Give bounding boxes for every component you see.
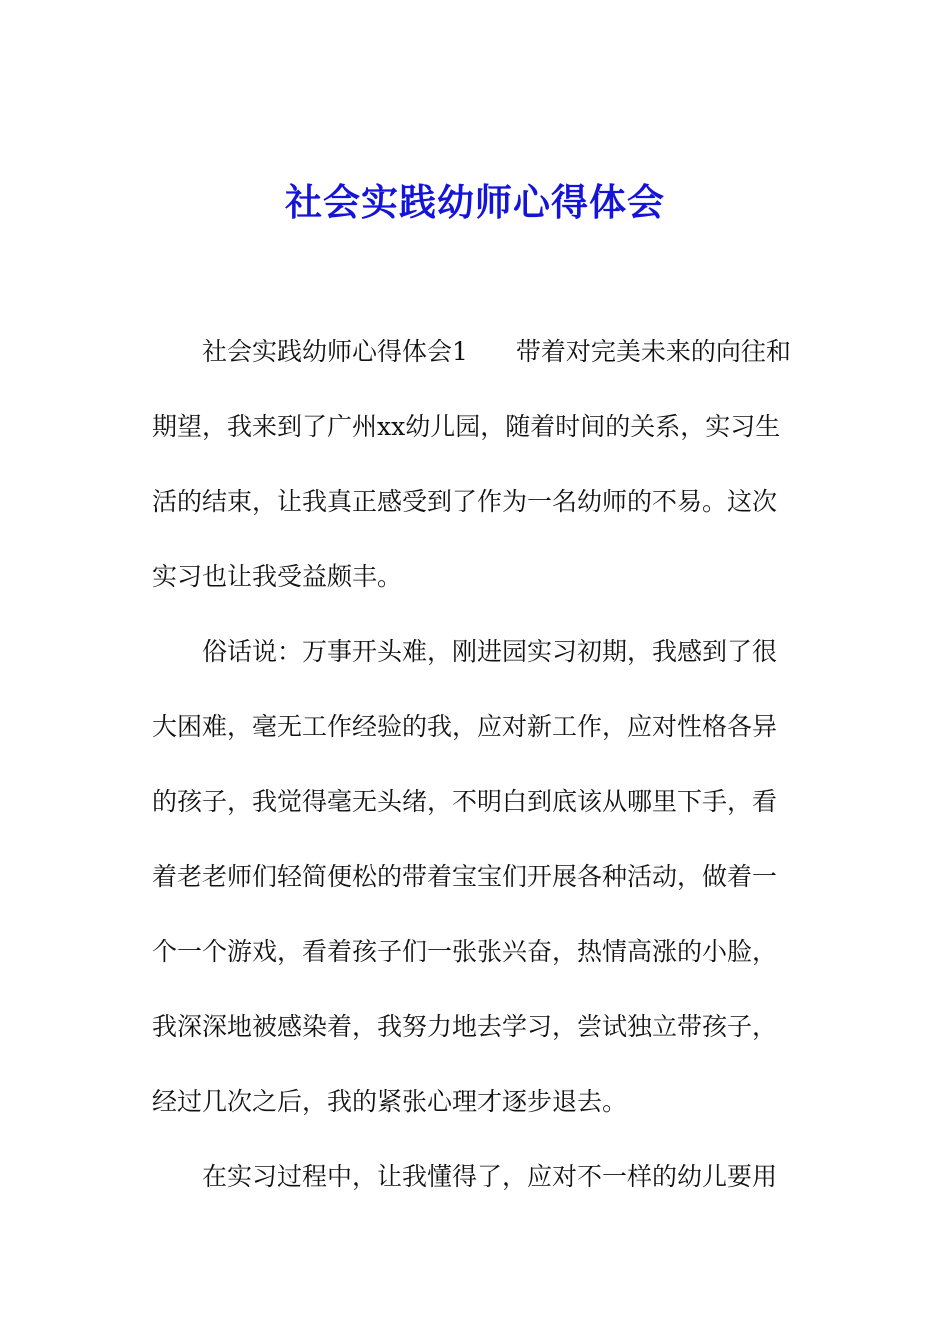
- document-title: 社会实践幼师心得体会: [285, 180, 665, 224]
- paragraph-1-line-4: 实习也让我受益颇丰。: [152, 562, 403, 591]
- paragraph-1-heading: 社会实践幼师心得体会1: [202, 337, 468, 366]
- paragraph-2-line-7: 经过几次之后，我的紧张心理才逐步退去。: [152, 1087, 628, 1116]
- paragraph-2-line-4: 着老老师们轻简便松的带着宝宝们开展各种活动，做着一: [152, 862, 778, 891]
- paragraph-1-line-3: 活的结束，让我真正感受到了作为一名幼师的不易。这次: [152, 487, 778, 516]
- paragraph-2-line-6: 我深深地被感染着，我努力地去学习，尝试独立带孩子，: [152, 1012, 778, 1041]
- paragraph-1-line-1: [152, 314, 812, 389]
- document-body: [152, 314, 812, 1214]
- paragraph-2-line-1: 俗话说：万事开头难，刚进园实习初期，我感到了很: [202, 637, 778, 666]
- paragraph-2-line-5: 个一个游戏，看着孩子们一张张兴奋，热情高涨的小脸，: [152, 937, 778, 966]
- paragraph-3-line-1: 在实习过程中，让我懂得了，应对不一样的幼儿要用: [202, 1162, 778, 1191]
- paragraph-2-line-2: 大困难，毫无工作经验的我，应对新工作，应对性格各异: [152, 712, 778, 741]
- paragraph-1-text-1: 带着对完美未来的向往和: [515, 337, 791, 366]
- paragraph-2-line-3: 的孩子，我觉得毫无头绪，不明白到底该从哪里下手，看: [152, 787, 778, 816]
- paragraph-1-line-2: 期望，我来到了广州xx幼儿园，随着时间的关系，实习生: [152, 412, 781, 441]
